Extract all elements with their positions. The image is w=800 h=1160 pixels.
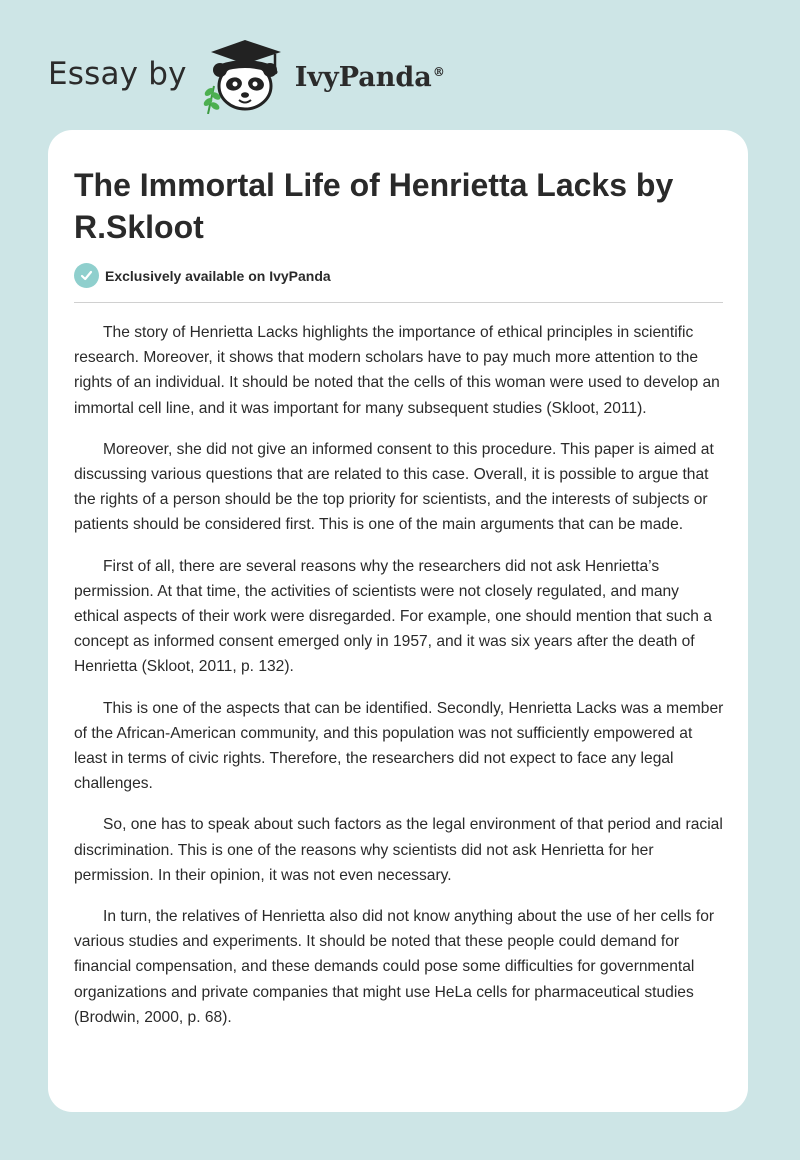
- brand-prefix: Essay by: [48, 56, 187, 92]
- site-brand[interactable]: [48, 34, 445, 114]
- panda-graduation-cap-logo-icon: [201, 34, 293, 114]
- paragraph: First of all, there are several reasons why the researchers did not ask Henrietta’s permission. At that time, the activities of scientists were not closely regulated, and many ethical aspects of their work were disregarded. For example, one should mention that such a concept as informed consent emerged only in 1957, and it was six years after the death of Henrietta (Skloot, 2011, p. 132).: [74, 557, 712, 676]
- divider: [74, 302, 723, 303]
- check-icon: [74, 263, 99, 288]
- essay-card: [48, 130, 748, 1112]
- paragraph: So, one has to speak about such factors as the legal environment of that period and racial discrimination. This is one of the reasons why scientists did not ask Henrietta for her permission. In their opinion, it was not even necessary.: [74, 816, 723, 884]
- paragraph: The story of Henrietta Lacks highlights the importance of ethical principles in scientific research. Moreover, it shows that modern scholars have to pay much more attention to the rights of an individual. It should be noted that the cells of this woman were used to develop an immortal cell line, and it was important for many subsequent studies (Skloot, 2011).: [74, 324, 720, 417]
- essay-body: [74, 320, 726, 1046]
- exclusive-badge: [74, 263, 331, 288]
- essay-title: The Immortal Life of Henrietta Lacks by R.Skloot: [74, 167, 674, 245]
- exclusive-label: Exclusively available on IvyPanda: [105, 267, 331, 284]
- paragraph: This is one of the aspects that can be identified. Secondly, Henrietta Lacks was a member of the African-American community, and this population was not sufficiently empowered at least in terms of civic rights. Therefore, the researchers did not expect to face any legal challenges.: [74, 699, 724, 793]
- paragraph: In turn, the relatives of Henrietta also did not know anything about the use of her cells for various studies and experiments. It should be noted that these people could demand for financial compensation, and these demands could pose some difficulties for governmental organizations and private companies that might use HeLa cells for pharmaceutical studies (Brodwin, 2000, p. 68).: [74, 908, 715, 1026]
- paragraph: Moreover, she did not give an informed consent to this procedure. This paper is aimed at discussing various questions that are related to this case. Overall, it is possible to argue that the rights of a person should be the top priority for scientists, and the interests of subjects or patients should be considered first. This is one of the main arguments that can be made.: [74, 440, 714, 534]
- brand-name: IvyPanda®: [294, 61, 445, 93]
